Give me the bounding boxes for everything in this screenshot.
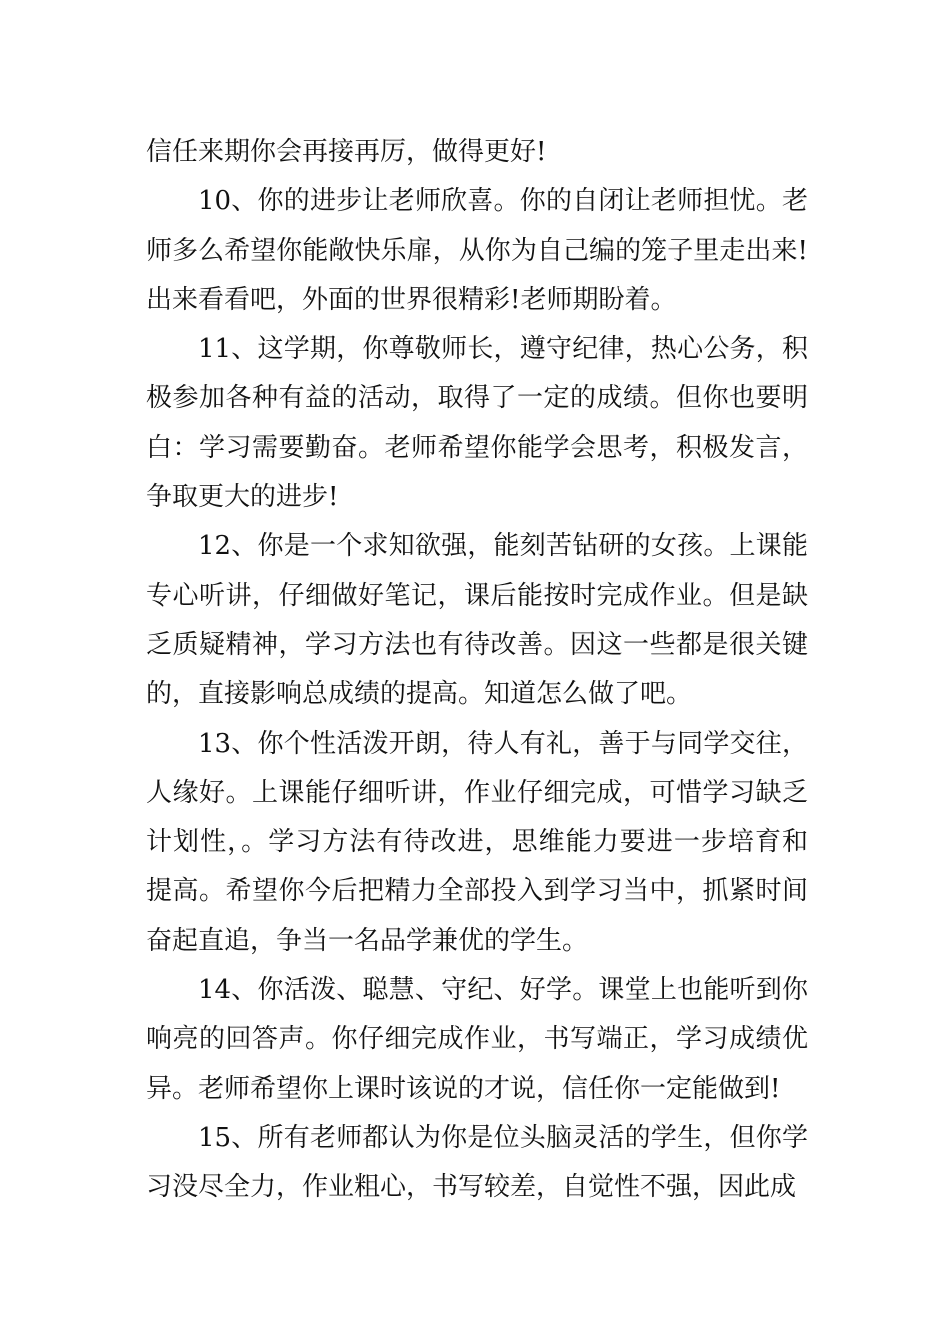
paragraph-comment-12: 12、你是一个求知欲强，能刻苦钻研的女孩。上课能专心听讲，仔细做好笔记，课后能按时完成作业。但是缺乏质疑精神，学习方法也有待改善。因这一些都是很关键的，直接影响总成绩的提高。知道怎么做了吧。 bbox=[146, 531, 808, 710]
paragraph-comment-14: 14、你活泼、聪慧、守纪、好学。课堂上也能听到你响亮的回答声。你仔细完成作业，书写端正，学习成绩优异。老师希望你上课时该说的才说，信任你一定能做到! bbox=[146, 975, 808, 1104]
paragraph-comment-15: 15、所有老师都认为你是位头脑灵活的学生，但你学习没尽全力，作业粗心，书写较差，自觉性不强，因此成 bbox=[146, 1122, 808, 1203]
paragraph-continuation: 信任来期你会再接再厉，做得更好! bbox=[146, 137, 547, 167]
paragraph-comment-10: 10、你的进步让老师欣喜。你的自闭让老师担忧。老师多么希望你能敞快乐扉，从你为自己编的笼子里走出来!出来看看吧，外面的世界很精彩!老师期盼着。 bbox=[146, 186, 808, 315]
paragraph-comment-13: 13、你个性活泼开朗，待人有礼，善于与同学交往，人缘好。上课能仔细听讲，作业仔细完成，可惜学习缺乏计划性，。学习方法有待改进，思维能力要进一步培育和提高。希望你今后把精力全部投入到学习当中，抓紧时间奋起直追，争当一名品学兼优的学生。 bbox=[146, 728, 808, 956]
document-body bbox=[146, 128, 808, 1213]
paragraph-comment-11: 11、这学期，你尊敬师长，遵守纪律，热心公务，积极参加各种有益的活动，取得了一定的成绩。但你也要明白：学习需要勤奋。老师希望你能学会思考，积极发言，争取更大的进步! bbox=[146, 334, 808, 513]
